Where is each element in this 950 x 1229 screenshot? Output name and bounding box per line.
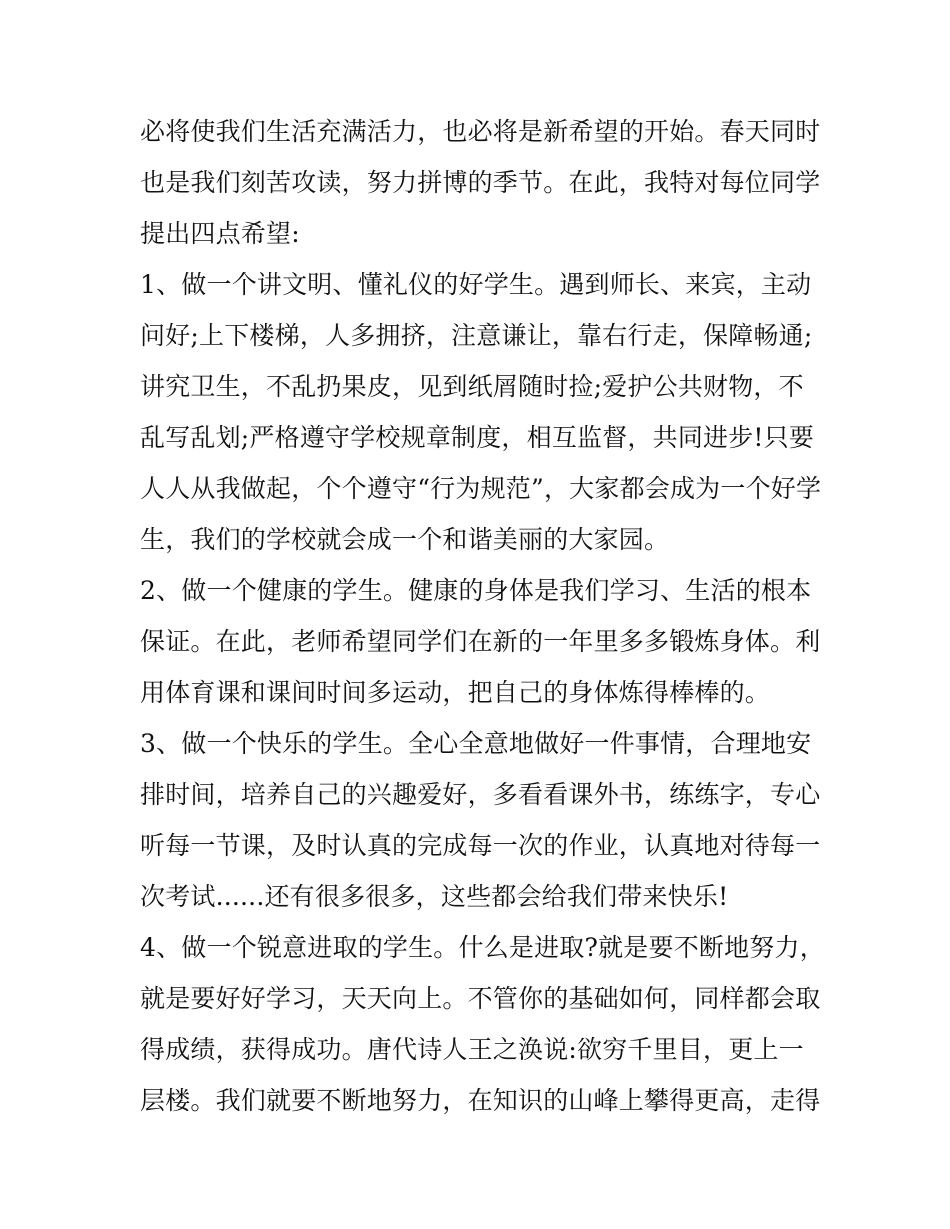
text-line: 就是要好好学习，天天向上。不管你的基础如何，同样都会取 (140, 984, 821, 1013)
text-line: 提出四点希望: (140, 219, 300, 248)
text-line: 也是我们刻苦攻读，努力拼博的季节。在此，我特对每位同学 (140, 168, 821, 197)
text-line: 保证。在此，老师希望同学们在新的一年里多多锻炼身体。利 (140, 627, 821, 656)
text-line: 必将使我们生活充满活力，也必将是新希望的开始。春天同时 (140, 117, 821, 146)
text-line: 乱写乱划;严格遵守学校规章制度，相互监督，共同进步!只要 (140, 423, 815, 452)
text-line: 人人从我做起，个个遵守“行为规范”，大家都会成为一个好学 (140, 474, 822, 503)
text-line: 听每一节课，及时认真的完成每一次的作业，认真地对待每一 (140, 831, 821, 860)
text-line: 得成绩，获得成功。唐代诗人王之涣说:欲穷千里目，更上一 (140, 1035, 804, 1064)
text-line: 问好;上下楼梯，人多拥挤，注意谦让，靠右行走，保障畅通; (140, 321, 813, 350)
body-text (140, 106, 825, 1126)
text-line: 3、做一个快乐的学生。全心全意地做好一件事情，合理地安 (140, 729, 812, 758)
text-line: 排时间，培养自己的兴趣爱好，多看看课外书，练练字，专心 (140, 780, 821, 809)
text-line: 层楼。我们就要不断地努力，在知识的山峰上攀得更高，走得 (140, 1086, 821, 1115)
text-line: 用体育课和课间时间多运动，把自己的身体炼得棒棒的。 (140, 678, 771, 707)
text-line: 生，我们的学校就会成一个和谐美丽的大家园。 (140, 525, 670, 554)
text-line: 4、做一个锐意进取的学生。什么是进取?就是要不断地努力， (140, 933, 825, 962)
text-line: 次考试......还有很多很多，这些都会给我们带来快乐! (140, 882, 729, 911)
text-line: 讲究卫生，不乱扔果皮，见到纸屑随时捡;爱护公共财物，不 (140, 372, 804, 401)
text-line: 1、做一个讲文明、懂礼仪的好学生。遇到师长、来宾，主动 (140, 270, 812, 299)
text-line: 2、做一个健康的学生。健康的身体是我们学习、生活的根本 (140, 576, 812, 605)
